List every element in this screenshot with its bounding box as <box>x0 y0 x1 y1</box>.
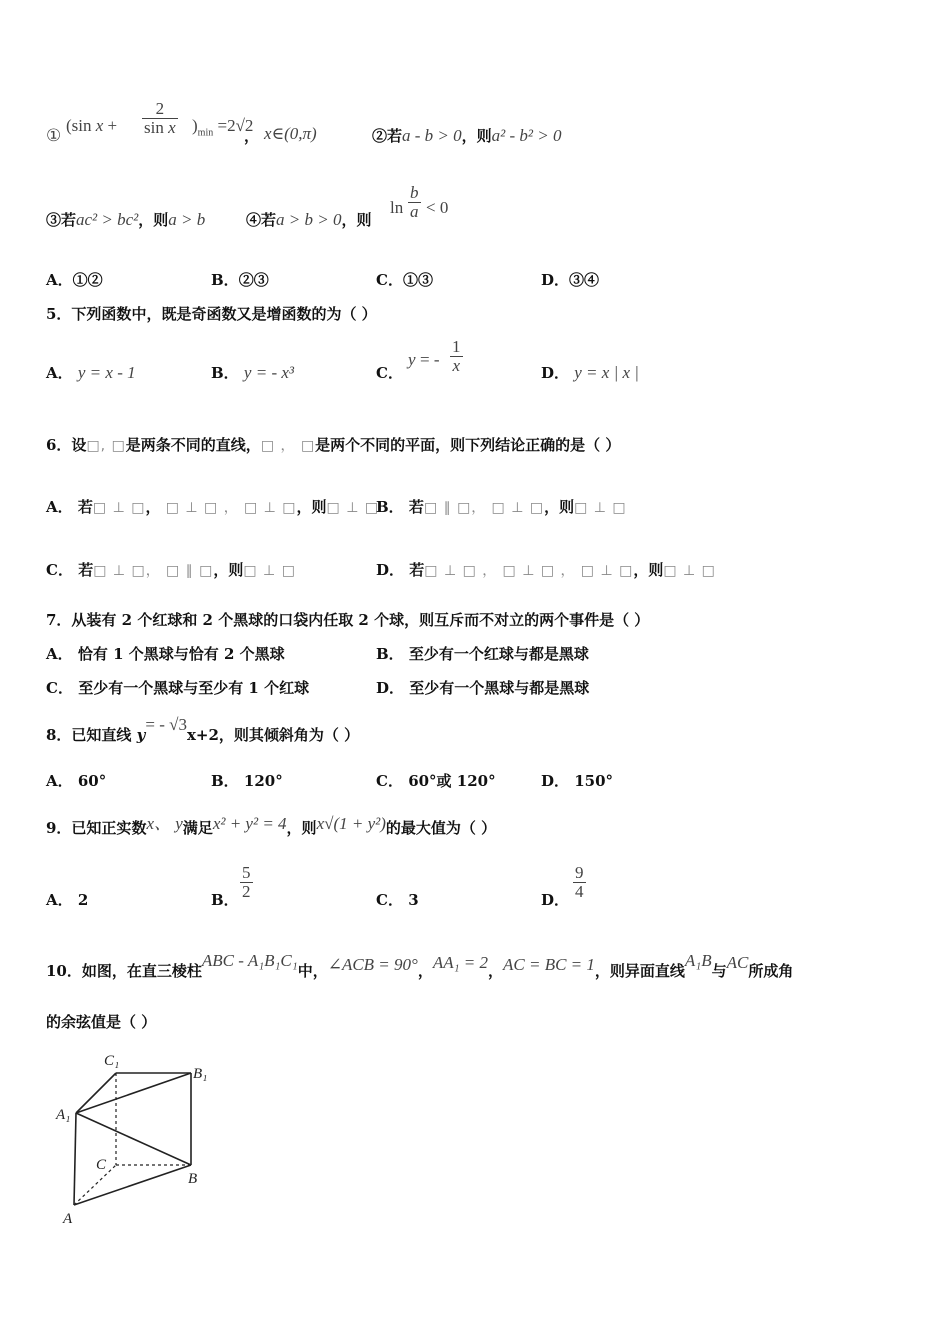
q8-slope: = - √3 <box>145 715 187 734</box>
q4-stmt2-result: a² - b² > 0 <box>491 126 562 145</box>
label-a: A <box>63 1211 73 1227</box>
q6-stem: 6．设□, □是两条不同的直线，□ ， □是两个不同的平面，则下列结论正确的是（ ） <box>46 436 621 454</box>
placeholder-glyph-lines: □, □ <box>86 438 126 454</box>
q8-stem: 8．已知直线 y= - √3x+2，则其倾斜角为（ ） <box>46 715 360 744</box>
edge-a-b <box>74 1165 191 1205</box>
edge-a-c-hidden <box>74 1165 116 1205</box>
placeholder-glyph-planes: □ ， □ <box>260 438 316 454</box>
q9-option-d[interactable]: D． <box>541 891 570 909</box>
q8-option-c[interactable]: C． 60°或 120° <box>376 772 496 790</box>
q7-option-a[interactable]: A． 恰有 1 个黑球与恰有 2 个黑球 <box>46 645 285 663</box>
q4-stmt1-domain: x∈(0,π) <box>264 124 317 143</box>
q6-option-a[interactable]: A． 若□ ⊥ □， □ ⊥ □ ， □ ⊥ □，则□ ⊥ □ <box>46 498 380 516</box>
q10-stem-line1: 10．如图，在直三棱柱ABC - A₁B₁C₁中，∠ACB = 90°，AA₁ = 2，AC = BC = 1，则异面直线A₁B与AC所成角 <box>46 951 794 980</box>
label-a1: A₁ <box>56 1107 71 1123</box>
q10-stem-line2: 的余弦值是（ ） <box>46 1013 157 1031</box>
q8-option-b[interactable]: B． 120° <box>211 772 283 790</box>
q4-option-c[interactable]: C．①③ <box>376 271 433 289</box>
q4-option-d[interactable]: D．③④ <box>541 271 600 289</box>
q4-stmt2-cond: a - b > 0 <box>402 126 462 145</box>
q4-statement-4: ④若a > b > 0，则 <box>246 210 372 229</box>
q5-option-d[interactable]: D． y = x | x | <box>541 363 639 382</box>
q9-stem: 9．已知正实数x、 y满足x² + y² = 4，则x√(1 + y²)的最大值为（ ） <box>46 814 497 837</box>
label-c1: C₁ <box>104 1053 120 1069</box>
prism-figure <box>50 1045 220 1230</box>
q6-option-b[interactable]: B． 若□ ∥ □， □ ⊥ □，则□ ⊥ □ <box>376 498 627 516</box>
q4-option-b[interactable]: B．②③ <box>211 271 269 289</box>
label-b1: B₁ <box>193 1066 208 1082</box>
q7-option-c[interactable]: C． 至少有一个黑球与至少有 1 个红球 <box>46 679 310 697</box>
q6-option-d[interactable]: D． 若□ ⊥ □ ， □ ⊥ □ ， □ ⊥ □，则□ ⊥ □ <box>376 561 716 579</box>
edge-a1-b1 <box>76 1073 191 1113</box>
q4-stmt4-cond: a > b > 0 <box>276 210 342 229</box>
q7-option-d[interactable]: D． 至少有一个黑球与都是黑球 <box>376 679 590 697</box>
q4-stmt3-cond: ac² > bc² <box>76 210 139 229</box>
q5-option-c[interactable]: C． <box>376 364 403 382</box>
q5-option-a[interactable]: A． y = x - 1 <box>46 363 136 382</box>
q4-option-a[interactable]: A．①② <box>46 271 103 289</box>
q9-option-d-fraction: $\frac{9}{4}$ <box>575 863 584 901</box>
q4-stmt4-result: ln $\frac{b}{a}$ < 0 <box>390 183 449 221</box>
edge-a1-a <box>74 1113 76 1205</box>
q9-option-a[interactable]: A． 2 <box>46 891 89 909</box>
q5-option-b[interactable]: B． y = - x³ <box>211 363 294 382</box>
q9-condition: x² + y² = 4 <box>212 814 287 833</box>
q8-option-d[interactable]: D． 150° <box>541 772 614 790</box>
label-c: C <box>96 1157 107 1173</box>
q8-option-a[interactable]: A． 60° <box>46 772 107 790</box>
label-b: B <box>188 1171 198 1187</box>
q9-option-b-fraction: $\frac{5}{2}$ <box>242 863 251 901</box>
edge-a1-b <box>76 1113 191 1165</box>
q7-stem: 7．从装有 2 个红球和 2 个黑球的口袋内任取 2 个球，则互斥而不对立的两个事件是（ ） <box>46 611 650 629</box>
q4-stmt3-result: a > b <box>168 210 206 229</box>
q7-option-b[interactable]: B． 至少有一个红球与都是黑球 <box>376 645 589 663</box>
q5-option-c-formula: y = - $\frac{1}{x}$ <box>408 337 461 375</box>
q9-expression: x√(1 + y²) <box>316 814 386 833</box>
edge-a1-c1 <box>76 1073 116 1113</box>
q4-statement-3: ③若ac² > bc²，则a > b <box>46 210 206 229</box>
q4-statement-2: ②若a - b > 0，则a² - b² > 0 <box>372 126 562 145</box>
q9-option-c[interactable]: C． 3 <box>376 891 419 909</box>
q10-prism: ABC - A₁B₁C₁ <box>201 951 298 970</box>
circled-1: ① <box>46 126 62 145</box>
q5-stem: 5．下列函数中，既是奇函数又是增函数的为（ ） <box>46 305 377 323</box>
q6-option-c[interactable]: C． 若□ ⊥ □， □ ∥ □，则□ ⊥ □ <box>46 561 296 579</box>
q9-option-b[interactable]: B． <box>211 891 239 909</box>
